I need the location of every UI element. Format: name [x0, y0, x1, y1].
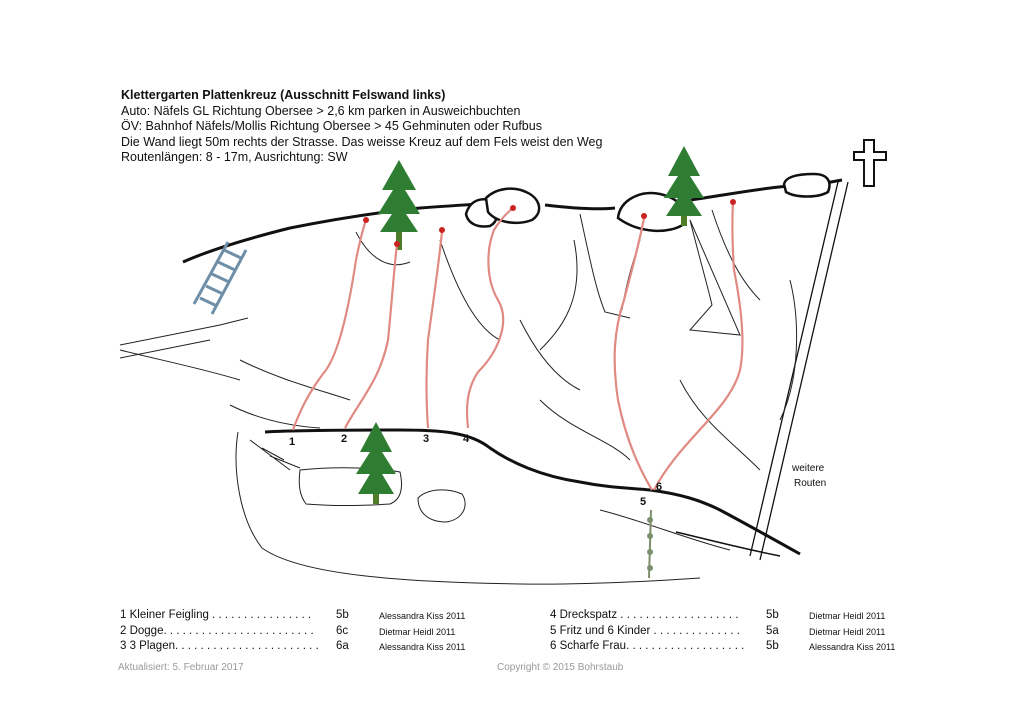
route-author: Alessandra Kiss 2011 — [379, 611, 466, 621]
route-name: 1 Kleiner Feigling . . . . . . . . . . . . . . . . — [120, 609, 312, 621]
route-start-label-3: 3 — [423, 433, 430, 445]
approach-path — [648, 510, 652, 578]
route-start-label-2: 2 — [341, 433, 348, 445]
route-grade: 5a — [766, 624, 779, 637]
topo-title: Klettergarten Plattenkreuz (Ausschnitt Felswand links) — [121, 88, 446, 102]
right-edge-line-1 — [760, 182, 848, 560]
tree-icon — [356, 422, 396, 504]
right-edge-line-2 — [750, 182, 838, 556]
access-by-car: Auto: Näfels GL Richtung Obersee > 2,6 km parken in Ausweichbuchten — [121, 103, 521, 118]
route-name: 3 3 Plagen. . . . . . . . . . . . . . . . . . . . . . . — [120, 640, 319, 652]
route-name: 6 Scharfe Frau. . . . . . . . . . . . . . . . . . . — [550, 640, 745, 652]
route-line-2 — [345, 244, 397, 428]
route-grade: 6a — [336, 640, 349, 652]
route-line-1 — [293, 220, 366, 430]
route-grade: 5b — [766, 640, 779, 652]
route-grade: 5b — [766, 609, 779, 621]
route-name: 4 Dreckspatz . . . . . . . . . . . . . . . . . . . — [550, 609, 739, 621]
anchor-1 — [363, 217, 369, 223]
boulder-4 — [784, 174, 829, 197]
access-by-public-transport: ÖV: Bahnhof Näfels/Mollis Richtung Obersee > 45 Gehminuten oder Rufbus — [121, 119, 542, 133]
last-updated-note: Aktualisiert: 5. Februar 2017 — [118, 662, 244, 673]
copyright-note: Copyright © 2015 Bohrstaub — [497, 662, 624, 673]
tree-icon — [664, 146, 704, 226]
route-author: Alessandra Kiss 2011 — [809, 642, 896, 652]
wall-base-ledge — [265, 430, 800, 554]
route-author: Dietmar Heidl 2011 — [379, 626, 456, 637]
anchor-6 — [730, 199, 736, 205]
route-start-label-1: 1 — [289, 436, 296, 448]
route-name: 2 Dogge. . . . . . . . . . . . . . . . . . . . . . . . — [120, 624, 314, 637]
white-cross-icon — [854, 140, 886, 186]
route-lines — [293, 202, 742, 490]
route-length-orientation: Routenlängen: 8 - 17m, Ausrichtung: SW — [121, 150, 348, 164]
wall-location-note: Die Wand liegt 50m rechts der Strasse. Das weisse Kreuz auf dem Fels weist den Weg — [121, 134, 603, 149]
route-name: 5 Fritz und 6 Kinder . . . . . . . . . . . . . . — [550, 624, 740, 637]
anchor-5 — [641, 213, 647, 219]
route-start-label-4: 4 — [463, 433, 470, 445]
route-author: Dietmar Heidl 2011 — [809, 611, 886, 621]
route-start-label-6: 6 — [656, 481, 663, 493]
route-line-6 — [654, 202, 742, 490]
route-line-4 — [467, 208, 513, 428]
route-grade: 5b — [336, 609, 349, 621]
further-routes-note-line-1: weitere — [792, 463, 825, 474]
ground-sketch — [236, 432, 730, 584]
anchor-4 — [510, 205, 516, 211]
anchor-2 — [394, 241, 400, 247]
anchor-3 — [439, 227, 445, 233]
route-author: Dietmar Heidl 2011 — [809, 626, 886, 637]
tree-icon — [378, 160, 420, 250]
route-grade: 6c — [336, 624, 349, 637]
route-line-3 — [427, 232, 443, 428]
route-line-5 — [615, 218, 652, 490]
further-routes-note-line-2: Routen — [794, 478, 827, 489]
route-author: Alessandra Kiss 2011 — [379, 642, 466, 652]
route-start-label-5: 5 — [640, 496, 647, 508]
